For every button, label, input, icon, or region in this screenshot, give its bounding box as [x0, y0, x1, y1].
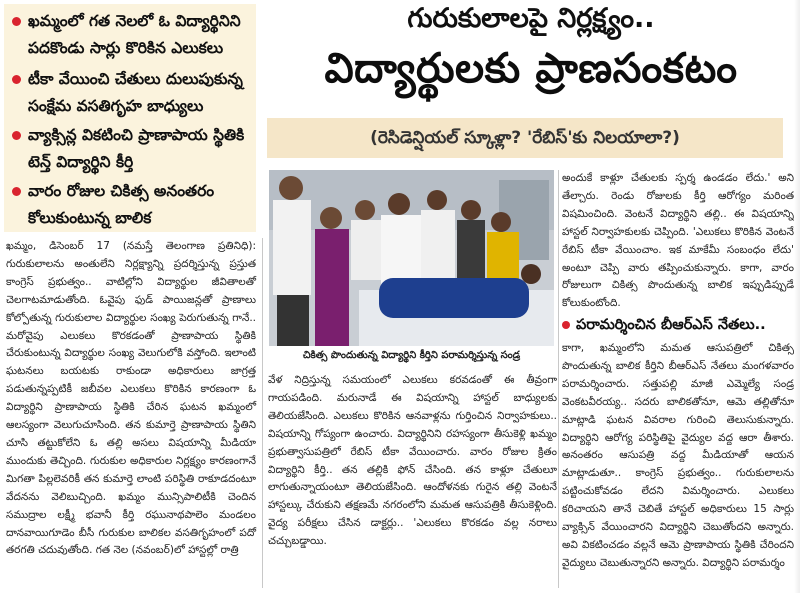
article-paragraph: ఖమ్మం, డిసెంబర్ 17 (నమస్తే తెలంగాణ ప్రతినిధి): గురుకులాలను అంతులేని నిర్లక్ష్యాన్ని ప్రదర్శిస్తున్న ప్రస్తుత కాంగ్రెస్ ప్రభుత్వం.. వాటిల్లోని విద్యార్థుల జీవితాలతో చెలగాటమాడుతోంది. ఓవైపు ఫుడ్ పాయిజన్లతో ప్రాణాలు కోల్పోతున్న గురుకులాల విద్యార్థుల సంఖ్య పెరుగుతున్న గానే.. మరోవైపు ఎలుకలు కొరకడంతో ప్రాణాపాయ స్థితికి చేరుకుంటున్న విద్యార్థుల సంఖ్య వెలుగులోకి వస్తోంది. ఇలాంటి ఘటనలు బయటకు రాకుండా అధికారులు జాగ్రత్త పడుతున్నప్పటికీ జబీవల ఎలుకలు కొరికిన కారణంగా ఓ విద్యార్థిని ప్రాణాపాయ స్థితికి చేరిన ఘటన ఖమ్మంలో ఆలస్యంగా వెలుగుచూసింది. తన కుమార్తె ప్రాణాపాయ స్థితిని చూసి తట్టుకోలేని ఓ తల్లి అసలు విషయాన్ని మీడియా ముందుకు తెచ్చింది. గురుకుల అధికారుల నిర్లక్ష్యం కారణంగానే మిగతా పిల్లలెవరికీ తన కుమార్తె లాంటి పరిస్థితి రాకూడదంటూ వేదనను వెలిబుచ్చింది. ఖమ్మం మున్సిపాలిటీకి చెందిన సముద్రాల లక్ష్మీ భవానీ కీర్తి రఘునాథపాలెం మండలం దానవాయిగూడెం బీసీ గురుకుల బాలికల వసతిగృహంలో పదో తరగతి చదువుతోంది. గత నెల (నవంబర్)లో హాస్టల్లో రాత్రి [6, 240, 256, 557]
hospital-scene-illustration [269, 170, 554, 346]
bullet-icon [12, 75, 21, 84]
article-column-right-top [562, 170, 794, 310]
bullet-icon [12, 17, 21, 26]
highlight-item: వారం రోజుల చికిత్స అనంతరం కోలుకుంటున్న బాలిక [14, 178, 252, 232]
photo-caption: చికిత్స పొందుతున్న విద్యార్థిని కీర్తిని పరామర్శిస్తున్న సండ్ర [269, 346, 554, 366]
bullet-icon [12, 131, 21, 140]
highlight-item: వ్యాక్సిన్ల వికటించి ప్రాణాపాయ స్థితికి టెన్త్ విద్యార్థిని కీర్తి [14, 122, 252, 176]
page-edge [794, 0, 800, 593]
news-photo [269, 170, 554, 346]
article-paragraph: అందుకే కాళ్లూ చేతులకు స్పర్శ ఉండడం లేదు.' అని తేల్చారు. రెండు రోజులకు కీర్తి ఆరోగ్యం మరింత విషమించింది. వెంటనే విద్యార్థిని తల్లి.. ఈ విషయాన్ని హాస్టల్ నిర్వాహకులకు చెప్పింది. 'ఎలుకలు కొరికిన వెంటనే రేబిస్ టీకా వేయించాం. ఇక మాకేమీ సంబంధం లేదు' అంటూ చెప్పి వారు తప్పించుకున్నారు. కాగా, వారం రోజులుగా చికిత్స పొందుతున్న బాలిక ఇప్పుడిప్పుడే కోలుకుంటోంది. [562, 172, 794, 310]
article-paragraph: వేళ నిద్రిస్తున్న సమయంలో ఎలుకలు కరవడంతో ఈ తీవ్రంగా గాయపడింది. మరునాడే ఈ విషయాన్ని హాస్టల్ బాధ్యులకు తెలియజేసింది. ఎలుకలు కొరికిన ఆనవాళ్లను గుర్తించిన నిర్వాహకులు.. విషయాన్ని గోప్యంగా ఉంచారు. విద్యార్థినిని రహస్యంగా తీసుకెళ్లి ఖమ్మం ప్రభుత్వాసుపత్రిలో రేబిస్ టీకా వేయించారు. వారం రోజుల క్రితం విద్యార్థిని కీర్తి.. తన తల్లికి ఫోన్ చేసింది. తన కాళ్లూ చేతులూ లాగుతున్నాయంటూ తెలియజేసింది. ఆందోళనకు గురైన తల్లి వెంటనే హాస్టల్కు చేరుకుని తక్షణమే నగరంలోని మమత ఆసుపత్రికి తీసుకెళ్లింది. వైద్య పరీక్షలు చేసిన డాక్టర్లు.. 'ఎలుకలు కొరకడం వల్ల నరాలు చచ్చుబడ్డాయి. [268, 374, 557, 548]
section-subhead: పరామర్శించిన బీఆర్ఎస్ నేతలు.. [562, 314, 794, 336]
article-column-right-bottom [562, 340, 794, 588]
article-paragraph: కాగా, ఖమ్మంలోని మమత ఆసుపత్రిలో చికిత్స పొందుతున్న బాలిక కీర్తిని బీఆర్ఎస్ నేతలు మంగళవారం పరామర్శించారు. సత్తుపల్లి మాజీ ఎమ్మెల్యే సండ్ర వెంకటవీరయ్య.. సదరు బాలికతోనూ, ఆమె తల్లితోనూ మాట్లాడి ఘటన వివరాల గురించి తెలుసుకున్నారు. విద్యార్థిని ఆరోగ్య పరిస్థితిపై వైద్యుల వద్ద ఆరా తీశారు. అనంతరం ఆసుపత్రి వద్ద మీడియాతో ఆయన మాట్లాడుతూ.. కాంగ్రెస్ ప్రభుత్వం.. గురుకులాలను పట్టించుకోవడం లేదని విమర్శించారు. ఎలుకలు కరిచాయని తానే చెబితే హాస్టల్ అధికారులు 15 సార్లు వ్యాక్సిన్ వేయించారని విద్యార్థిని చెబుతోందని అన్నారు. అవి వికటించడం వల్లనే ఆమె ప్రాణాపాయ స్థితికి చేరిందని వైద్యులు చెబుతున్నారని అన్నారు. విద్యార్థిని పరామర్శం [562, 342, 794, 569]
article-column-left [6, 238, 256, 588]
highlight-item: టీకా వేయించి చేతులు దులుపుకున్న సంక్షేమ వసతిగృహ బాధ్యులు [14, 66, 252, 120]
bullet-icon [12, 187, 21, 196]
highlight-item: ఖమ్మంలో గత నెలలో ఓ విద్యార్థినిని పదకొండు సార్లు కొరికిన ఎలుకలు [14, 8, 252, 62]
kicker-headline: గురుకులాలపై నిర్లక్ష్యం.. [407, 3, 655, 34]
article-column-middle [268, 372, 557, 587]
main-headline: విద్యార్థులకు ప్రాణసంకటం [324, 44, 738, 92]
column-divider [262, 238, 263, 588]
bullet-icon [562, 321, 570, 329]
highlights-sidebar [4, 4, 256, 232]
column-divider [558, 170, 559, 588]
deck-subheadline: (రెసిడెన్షియల్ స్కూళ్లా? 'రేబిస్'కు నిలయాలా?) [267, 118, 783, 158]
